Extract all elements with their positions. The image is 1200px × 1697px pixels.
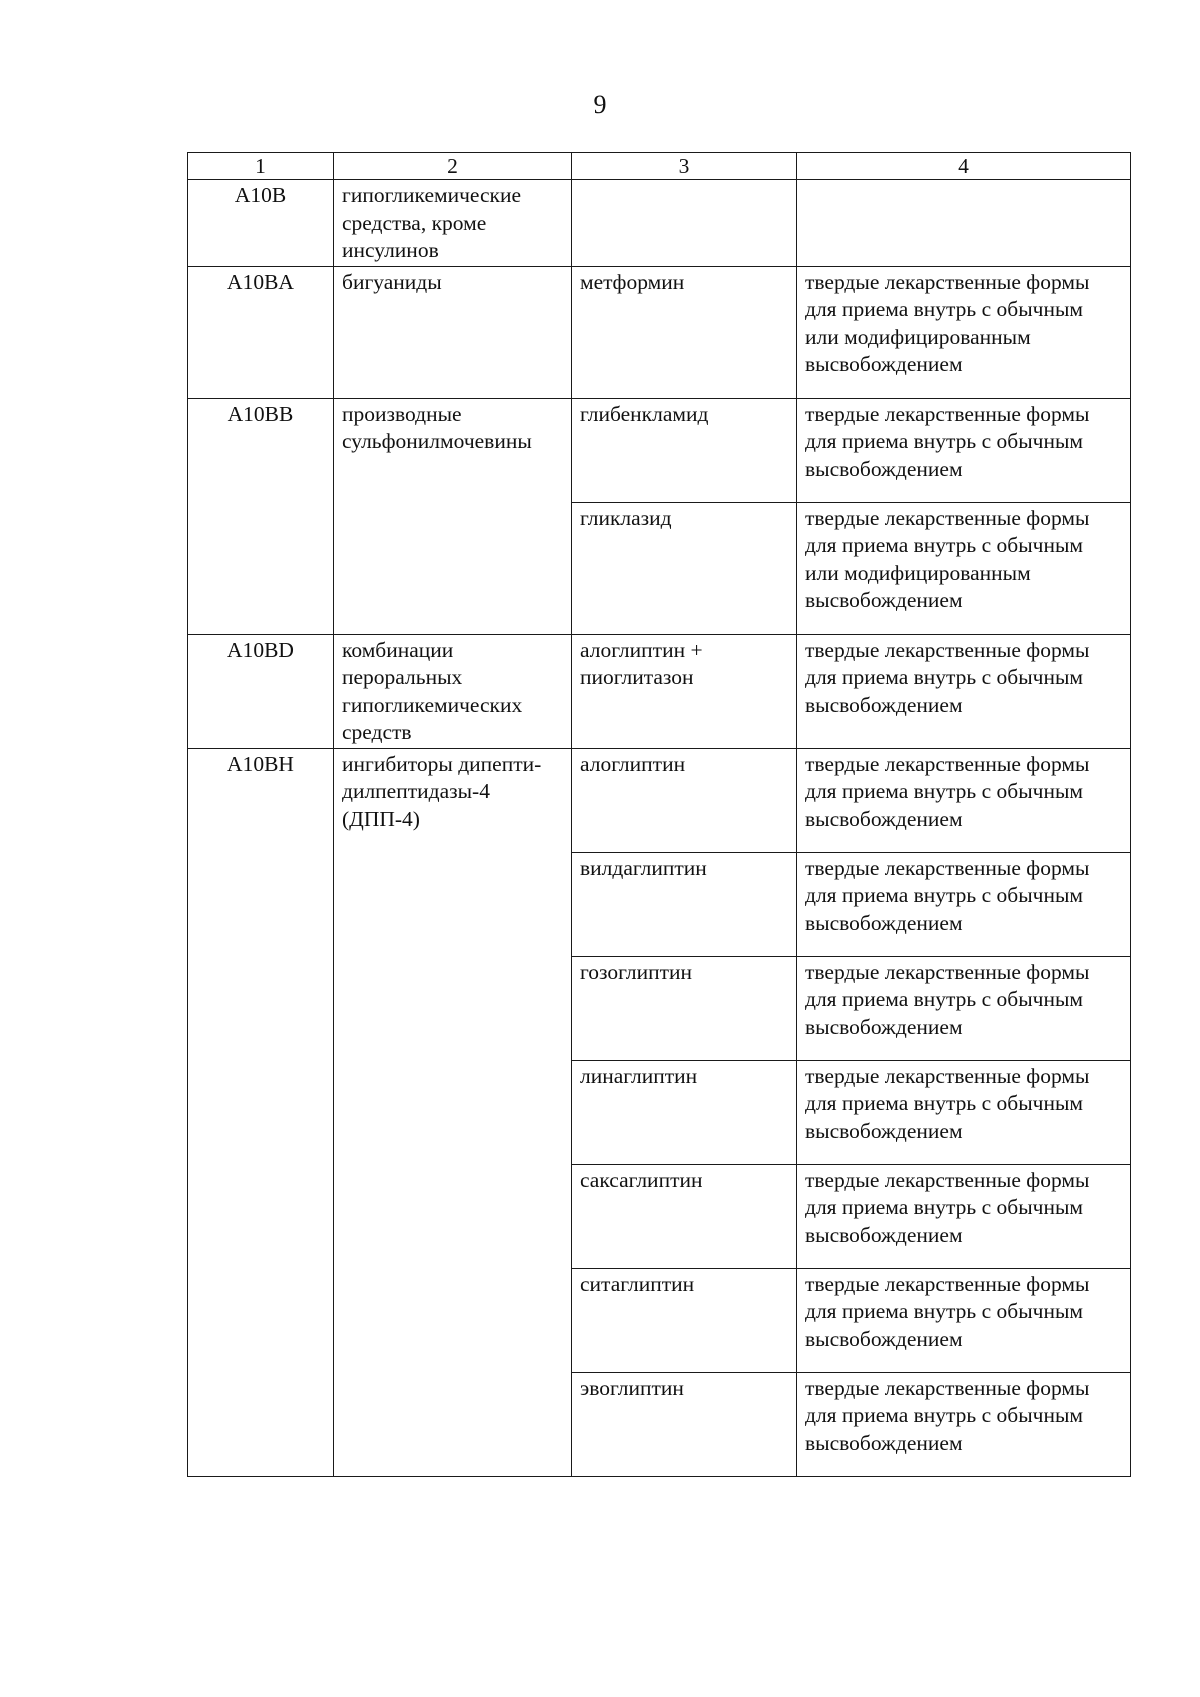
table-row — [188, 748, 1131, 852]
table-row — [188, 398, 1131, 502]
dosage-form-cell: твердые лекарственные формы для приема внутрь с обычным высвобождением — [797, 1060, 1131, 1164]
dosage-form-cell: твердые лекарственные формы для приема внутрь с обычным или модифицированным высвобождением — [797, 502, 1131, 634]
group-cell: производные сульфонилмочевины — [334, 398, 572, 634]
substance-cell — [572, 180, 797, 267]
dosage-form-cell: твердые лекарственные формы для приема внутрь с обычным высвобождением — [797, 748, 1131, 852]
substance-cell: алоглиптин — [572, 748, 797, 852]
dosage-form-cell: твердые лекарственные формы для приема внутрь с обычным высвобождением — [797, 634, 1131, 748]
substance-cell: эвоглиптин — [572, 1372, 797, 1476]
dosage-form-cell: твердые лекарственные формы для приема внутрь с обычным высвобождением — [797, 398, 1131, 502]
substance-cell: гозоглиптин — [572, 956, 797, 1060]
group-cell: гипогликемические средства, кроме инсулинов — [334, 180, 572, 267]
atc-code-cell: A10BB — [188, 398, 334, 634]
table-row — [188, 634, 1131, 748]
dosage-form-cell: твердые лекарственные формы для приема внутрь с обычным высвобождением — [797, 956, 1131, 1060]
substance-cell: вилдаглиптин — [572, 852, 797, 956]
column-header: 1 — [188, 153, 334, 180]
dosage-form-cell: твердые лекарственные формы для приема внутрь с обычным высвобождением — [797, 852, 1131, 956]
table-header-row — [188, 153, 1131, 180]
substance-cell: линаглиптин — [572, 1060, 797, 1164]
dosage-form-cell — [797, 180, 1131, 267]
atc-code-cell: A10B — [188, 180, 334, 267]
dosage-form-cell: твердые лекарственные формы для приема внутрь с обычным высвобождением — [797, 1268, 1131, 1372]
substance-cell: алоглиптин + пиоглитазон — [572, 634, 797, 748]
substance-cell: саксаглиптин — [572, 1164, 797, 1268]
dosage-form-cell: твердые лекарственные формы для приема внутрь с обычным или модифицированным высвобождением — [797, 266, 1131, 398]
dosage-form-cell: твердые лекарственные формы для приема внутрь с обычным высвобождением — [797, 1164, 1131, 1268]
table-row — [188, 266, 1131, 398]
substance-cell: глибенкламид — [572, 398, 797, 502]
group-cell: ингибиторы дипепти-дилпептидазы-4 (ДПП-4) — [334, 748, 572, 1476]
group-cell: бигуаниды — [334, 266, 572, 398]
dosage-form-cell: твердые лекарственные формы для приема внутрь с обычным высвобождением — [797, 1372, 1131, 1476]
substance-cell: ситаглиптин — [572, 1268, 797, 1372]
atc-code-cell: A10BH — [188, 748, 334, 1476]
group-cell: комбинации пероральных гипогликемических средств — [334, 634, 572, 748]
page-number: 9 — [593, 90, 607, 119]
substance-cell: гликлазид — [572, 502, 797, 634]
column-header: 3 — [572, 153, 797, 180]
atc-code-cell: A10BD — [188, 634, 334, 748]
drug-table — [187, 152, 1131, 1477]
substance-cell: метформин — [572, 266, 797, 398]
atc-code-cell: A10BA — [188, 266, 334, 398]
column-header: 2 — [334, 153, 572, 180]
table-row — [188, 180, 1131, 267]
column-header: 4 — [797, 153, 1131, 180]
